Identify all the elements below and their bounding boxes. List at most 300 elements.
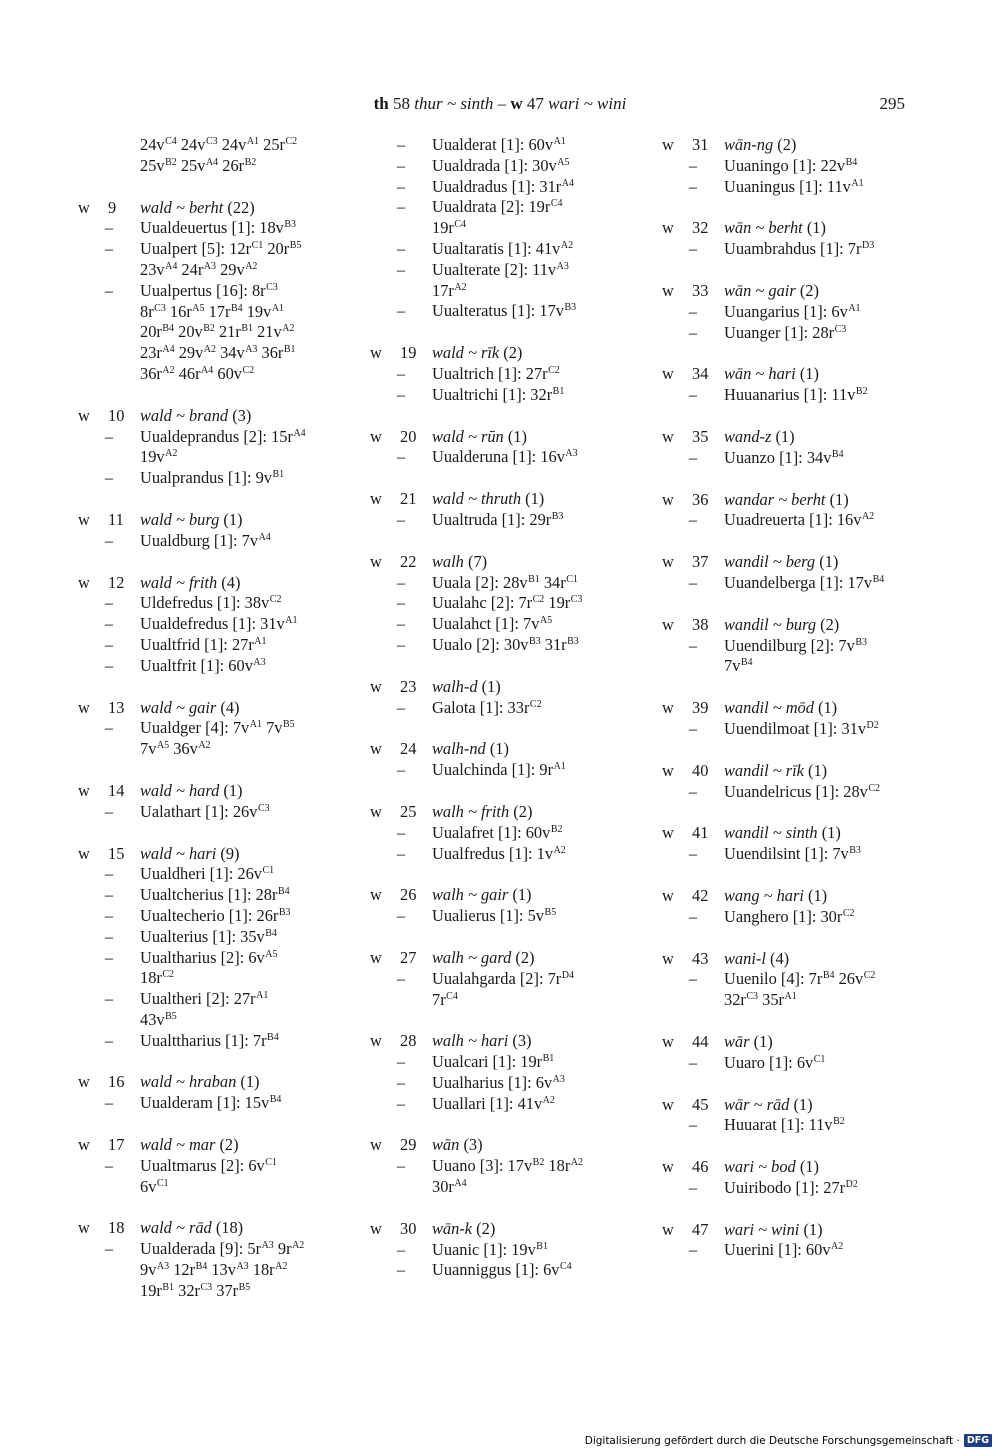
entry-headword: wari ~ bod <box>724 1157 796 1177</box>
entry-count: (2) <box>515 947 535 967</box>
entry-code: w <box>370 426 382 446</box>
entry-headword: wald ~ gair <box>140 697 217 717</box>
entry-heading <box>662 698 920 719</box>
attestation-text: Uualdburg [1]: $7v^{A4}$ <box>140 530 271 550</box>
entry-code: w <box>662 489 674 509</box>
dash-marker: – <box>688 844 698 864</box>
attestation-text: Uuanzo [1]: $34v^{B4}$ <box>724 447 844 467</box>
line-indent <box>662 990 724 1011</box>
attestation-line <box>662 656 920 677</box>
entry-number: 46 <box>692 1157 709 1177</box>
dash-marker: – <box>104 1093 114 1113</box>
entry-number: 44 <box>692 1031 709 1051</box>
attestation-line <box>370 260 628 281</box>
entry-code: w <box>78 780 90 800</box>
entry-code: w <box>662 1219 674 1239</box>
entry-headword: wār <box>724 1031 750 1051</box>
entry-heading <box>370 1219 628 1240</box>
attestation-line <box>370 177 628 198</box>
entry-headword-line <box>724 427 920 448</box>
entry-heading <box>370 885 628 906</box>
dash-marker: – <box>396 1093 406 1113</box>
entry-headword-line <box>140 698 340 719</box>
dash-marker: – <box>396 384 406 404</box>
entry-headword-line <box>724 615 920 636</box>
entry-block <box>662 1220 920 1262</box>
entry-block <box>662 364 920 406</box>
attestation-line <box>78 885 340 906</box>
attestation-line <box>78 322 340 343</box>
footer-text: Digitalisierung gefördert durch die Deutsche Forschungsgemeinschaft <box>584 1434 954 1447</box>
attestation-text: Uuallari [1]: $41v^{A2}$ <box>432 1093 555 1113</box>
attestation-text: $7r^{C4}$ <box>432 989 458 1009</box>
dash-marker: – <box>396 614 406 634</box>
attestation-line <box>370 1073 628 1094</box>
entry-headword: wald ~ berht <box>140 197 224 217</box>
attestation-line <box>370 969 628 990</box>
attestation-line <box>78 948 340 969</box>
entry-number: 17 <box>108 1135 125 1155</box>
attestation-text: $9v^{A3}$ $12r^{B4}$ $13v^{A3}$ $18r^{A2}$ <box>140 1260 288 1280</box>
attestation-line <box>370 1052 628 1073</box>
entry-headword-line <box>724 761 920 782</box>
dash-marker: – <box>688 969 698 989</box>
entry-heading <box>662 364 920 385</box>
attestation-line <box>78 1156 340 1177</box>
entry-block <box>370 343 628 405</box>
dash-marker: – <box>104 655 114 675</box>
attestation-line <box>370 239 628 260</box>
entry-count: (1) <box>481 676 501 696</box>
attestation-line <box>370 364 628 385</box>
entry-heading <box>662 886 920 907</box>
attestation-text: Uuambrahdus [1]: $7r^{D3}$ <box>724 239 875 259</box>
attestation-line <box>78 1010 340 1031</box>
line-indent <box>78 968 140 989</box>
entry-headword-line <box>432 948 628 969</box>
entry-headword: wang ~ hari <box>724 885 804 905</box>
dash-marker: – <box>396 155 406 175</box>
dash-marker: – <box>688 301 698 321</box>
attestation-line <box>78 1281 340 1302</box>
entry-code: w <box>370 885 382 905</box>
dash-marker: – <box>396 822 406 842</box>
entry-count: (1) <box>806 218 826 238</box>
entry-headword-line <box>140 510 340 531</box>
attestation-line <box>78 864 340 885</box>
column-3 <box>662 135 920 1282</box>
entry-block <box>662 135 920 197</box>
entry-code: w <box>370 1135 382 1155</box>
attestation-line <box>78 739 340 760</box>
entry-block <box>370 802 628 864</box>
attestation-line <box>78 906 340 927</box>
entry-code: w <box>370 489 382 509</box>
entry-number: 37 <box>692 552 709 572</box>
attestation-text: Uualdeprandus [2]: $15r^{A4}$ <box>140 426 306 446</box>
dash-marker: – <box>104 426 114 446</box>
attestation-line <box>662 969 920 990</box>
continued-block <box>370 135 628 322</box>
entry-block <box>370 489 628 531</box>
entry-headword-line <box>432 427 628 448</box>
dash-marker: – <box>396 968 406 988</box>
line-indent <box>78 135 140 156</box>
entry-number: 14 <box>108 780 125 800</box>
entry-headword-line <box>140 1072 340 1093</box>
entry-code: w <box>662 823 674 843</box>
entry-code: w <box>370 947 382 967</box>
attestation-line <box>78 802 340 823</box>
entry-heading <box>662 1157 920 1178</box>
entry-block <box>370 427 628 469</box>
entry-code: w <box>78 697 90 717</box>
dash-marker: – <box>104 634 114 654</box>
entry-number: 10 <box>108 405 125 425</box>
entry-count: (2) <box>503 343 523 363</box>
attestation-text: Uualdeuertus [1]: $18v^{B3}$ <box>140 218 297 238</box>
entry-heading <box>78 573 340 594</box>
attestation-text: Uualfredus [1]: $1v^{A2}$ <box>432 843 566 863</box>
dfg-logo: DFG <box>964 1434 992 1447</box>
dash-marker: – <box>396 238 406 258</box>
dash-marker: – <box>688 1177 698 1197</box>
dash-marker: – <box>688 635 698 655</box>
entry-headword: wald ~ hard <box>140 780 220 800</box>
column-1 <box>78 135 340 1323</box>
entry-block <box>370 677 628 719</box>
entry-number: 41 <box>692 823 709 843</box>
attestation-line <box>78 447 340 468</box>
line-indent <box>78 364 140 385</box>
line-indent <box>78 322 140 343</box>
entry-headword-line <box>432 489 628 510</box>
dash-marker: – <box>104 530 114 550</box>
line-indent <box>78 1177 140 1198</box>
attestation-text: Uualdrada [1]: $30v^{A5}$ <box>432 155 570 175</box>
dash-marker: – <box>396 906 406 926</box>
entry-code: w <box>662 218 674 238</box>
entry-number: 42 <box>692 885 709 905</box>
attestation-line <box>662 844 920 865</box>
entry-headword-line <box>140 406 340 427</box>
dash-marker: – <box>104 280 114 300</box>
attestation-line <box>78 218 340 239</box>
attestation-line <box>370 1177 628 1198</box>
entry-number: 32 <box>692 218 709 238</box>
attestation-line <box>662 1053 920 1074</box>
attestation-line <box>78 968 340 989</box>
dash-marker: – <box>104 468 114 488</box>
attestation-text: Uualharius [1]: $6v^{A3}$ <box>432 1072 565 1092</box>
attestation-line <box>370 218 628 239</box>
entry-code: w <box>78 843 90 863</box>
entry-headword-line <box>432 1219 628 1240</box>
attestation-text: Uuendilmoat [1]: $31v^{D2}$ <box>724 718 879 738</box>
attestation-text: Uuerini [1]: $60v^{A2}$ <box>724 1240 844 1260</box>
entry-heading <box>662 281 920 302</box>
dash-marker: – <box>104 1030 114 1050</box>
entry-number: 20 <box>400 426 417 446</box>
entry-code: w <box>370 739 382 759</box>
attestation-text: Uualahc [2]: $7r^{C2}$ $19r^{C3}$ <box>432 593 583 613</box>
entry-headword: wān-ng <box>724 135 774 154</box>
entry-headword-line <box>140 844 340 865</box>
entry-number: 47 <box>692 1219 709 1239</box>
attestation-line <box>662 177 920 198</box>
entry-block <box>662 1032 920 1074</box>
entry-count: (1) <box>818 698 838 718</box>
entry-number: 11 <box>108 509 124 529</box>
attestation-line <box>662 239 920 260</box>
entry-number: 35 <box>692 426 709 446</box>
dash-marker: – <box>688 155 698 175</box>
entry-number: 36 <box>692 489 709 509</box>
continued-block <box>78 135 340 177</box>
entry-number: 33 <box>692 280 709 300</box>
entry-heading <box>370 948 628 969</box>
entry-heading <box>370 802 628 823</box>
entry-code: w <box>662 552 674 572</box>
dash-marker: – <box>104 947 114 967</box>
entry-number: 29 <box>400 1135 417 1155</box>
entry-count: (1) <box>793 1094 813 1114</box>
entry-block <box>370 739 628 781</box>
entry-block <box>370 948 628 1010</box>
dash-marker: – <box>396 634 406 654</box>
attestation-line <box>78 531 340 552</box>
entry-count: (1) <box>512 885 532 905</box>
entry-headword-line <box>724 698 920 719</box>
attestation-text: $19r^{C4}$ <box>432 218 467 238</box>
entry-number: 13 <box>108 697 125 717</box>
dash-marker: – <box>104 593 114 613</box>
attestation-text: Uualchinda [1]: $9r^{A1}$ <box>432 760 566 780</box>
entry-number: 40 <box>692 760 709 780</box>
dash-marker: – <box>688 385 698 405</box>
entry-headword-line <box>724 364 920 385</box>
entry-headword-line <box>724 1095 920 1116</box>
attestation-line <box>370 593 628 614</box>
entry-block <box>370 885 628 927</box>
entry-heading <box>662 1220 920 1241</box>
attestation-text: Uualtfrit [1]: $60v^{A3}$ <box>140 655 266 675</box>
dash-marker: – <box>396 197 406 217</box>
entry-headword-line <box>140 1218 340 1239</box>
entry-count: (18) <box>215 1218 244 1238</box>
attestation-text: $8r^{C3}$ $16r^{A5}$ $17r^{B4}$ $19v^{A1}$ <box>140 301 285 321</box>
entry-headword: wald ~ rād <box>140 1218 212 1238</box>
entry-number: 24 <box>400 739 417 759</box>
entry-heading <box>370 427 628 448</box>
footer <box>585 1434 992 1447</box>
dash-marker: – <box>688 781 698 801</box>
line-indent <box>370 1177 432 1198</box>
entry-number: 28 <box>400 1031 417 1051</box>
attestation-line <box>78 593 340 614</box>
entry-number: 25 <box>400 801 417 821</box>
attestation-line <box>78 260 340 281</box>
entry-count: (1) <box>525 489 545 509</box>
entry-count: (1) <box>799 1157 819 1177</box>
entry-block <box>662 552 920 594</box>
entry-block <box>662 218 920 260</box>
entry-headword: wald ~ hari <box>140 843 217 863</box>
line-indent <box>78 739 140 760</box>
entry-headword-line <box>724 886 920 907</box>
attestation-text: Uuaningo [1]: $22v^{B4}$ <box>724 155 858 175</box>
attestation-text: Uuiribodo [1]: $27r^{D2}$ <box>724 1177 858 1197</box>
attestation-line <box>662 782 920 803</box>
attestation-text: Uuandelricus [1]: $28v^{C2}$ <box>724 781 881 801</box>
entry-headword: walh <box>432 551 464 571</box>
entry-code: w <box>662 760 674 780</box>
attestation-line <box>370 635 628 656</box>
attestation-text: Uualderam [1]: $15v^{B4}$ <box>140 1093 282 1113</box>
entry-headword: walh ~ gair <box>432 885 509 905</box>
attestation-text: Uuaro [1]: $6v^{C1}$ <box>724 1052 826 1072</box>
attestation-line <box>78 656 340 677</box>
entry-count: (1) <box>507 426 527 446</box>
entry-heading <box>370 552 628 573</box>
entry-headword: wān <box>432 1135 460 1155</box>
entry-number: 21 <box>400 489 417 509</box>
entry-headword-line <box>724 1157 920 1178</box>
entry-code: w <box>662 364 674 384</box>
entry-count: (7) <box>468 551 488 571</box>
entry-block <box>662 698 920 740</box>
entry-headword-line <box>432 1031 628 1052</box>
entry-headword: wald ~ thruth <box>432 489 522 509</box>
attestation-text: Uualtharius [2]: $6v^{A5}$ <box>140 947 278 967</box>
attestation-text: Uualcari [1]: $19r^{B1}$ <box>432 1052 555 1072</box>
entry-block <box>662 886 920 928</box>
entry-heading <box>370 739 628 760</box>
dash-marker: – <box>396 697 406 717</box>
entry-code: w <box>662 280 674 300</box>
entry-headword: wār ~ rād <box>724 1094 790 1114</box>
attestation-line <box>370 906 628 927</box>
attestation-line <box>662 510 920 531</box>
attestation-text: Uualderada [9]: $5r^{A3}$ $9r^{A2}$ <box>140 1239 305 1259</box>
attestation-line <box>370 614 628 635</box>
entry-headword-line <box>432 739 628 760</box>
attestation-line <box>370 281 628 302</box>
entry-headword: wald ~ frith <box>140 572 218 592</box>
running-head-title: th 58 thur ~ sinth – w 47 wari ~ wini <box>373 94 627 113</box>
attestation-line <box>662 302 920 323</box>
entry-headword: walh ~ hari <box>432 1031 509 1051</box>
entry-count: (3) <box>463 1135 483 1155</box>
dash-marker: – <box>688 1115 698 1135</box>
entry-code: w <box>78 405 90 425</box>
entry-count: (9) <box>220 843 240 863</box>
entry-heading <box>78 406 340 427</box>
entry-number: 43 <box>692 948 709 968</box>
attestation-text: Uualtheri [2]: $27r^{A1}$ <box>140 989 269 1009</box>
attestation-line <box>662 448 920 469</box>
entry-code: w <box>662 426 674 446</box>
entry-headword: wari ~ wini <box>724 1219 800 1239</box>
entry-block <box>78 198 340 385</box>
dash-marker: – <box>396 135 406 154</box>
dash-marker: – <box>396 301 406 321</box>
entry-headword: wand-z <box>724 426 772 446</box>
attestation-line <box>662 719 920 740</box>
entry-headword-line <box>724 490 920 511</box>
dash-marker: – <box>688 718 698 738</box>
attestation-text: Uuendilsint [1]: $7v^{B3}$ <box>724 844 861 864</box>
attestation-line <box>662 1115 920 1136</box>
entry-headword: wandil ~ mōd <box>724 698 814 718</box>
entry-count: (1) <box>829 489 849 509</box>
entry-heading <box>370 677 628 698</box>
entry-count: (3) <box>232 405 252 425</box>
entry-number: 30 <box>400 1218 417 1238</box>
entry-heading <box>370 1135 628 1156</box>
entry-code: w <box>78 1072 90 1092</box>
entry-heading <box>78 781 340 802</box>
entry-number: 34 <box>692 364 709 384</box>
entry-heading <box>78 1072 340 1093</box>
entry-code: w <box>662 1031 674 1051</box>
entry-code: w <box>78 572 90 592</box>
attestation-line <box>662 573 920 594</box>
line-indent <box>78 343 140 364</box>
entry-block <box>370 1031 628 1114</box>
attestation-line <box>370 447 628 468</box>
entry-code: w <box>78 1135 90 1155</box>
column-2 <box>370 135 628 1302</box>
entry-count: (1) <box>799 364 819 384</box>
entry-headword: wān ~ berht <box>724 218 803 238</box>
attestation-line <box>370 510 628 531</box>
dash-marker: – <box>104 239 114 259</box>
attestation-line <box>78 156 340 177</box>
entry-block <box>662 427 920 469</box>
dash-marker: – <box>104 926 114 946</box>
footer-separator: · <box>953 1434 960 1447</box>
entry-block <box>662 615 920 677</box>
dash-marker: – <box>104 989 114 1009</box>
entry-heading <box>662 135 920 156</box>
attestation-line <box>662 323 920 344</box>
attestation-text: $7v^{B4}$ <box>724 656 753 676</box>
entry-heading <box>662 552 920 573</box>
dash-marker: – <box>104 718 114 738</box>
attestation-line <box>370 990 628 1011</box>
attestation-line <box>370 823 628 844</box>
entry-code: w <box>662 614 674 634</box>
entry-number: 45 <box>692 1094 709 1114</box>
attestation-text: Uualterius [1]: $35v^{B4}$ <box>140 926 277 946</box>
entry-count: (1) <box>808 760 828 780</box>
attestation-line <box>78 468 340 489</box>
dash-marker: – <box>396 176 406 196</box>
attestation-text: Uualahgarda [2]: $7r^{D4}$ <box>432 968 574 988</box>
entry-block <box>370 1219 628 1281</box>
entry-count: (1) <box>775 426 795 446</box>
dash-marker: – <box>396 1239 406 1259</box>
entry-count: (3) <box>512 1031 532 1051</box>
attestation-text: Uualtfrid [1]: $27r^{A1}$ <box>140 634 267 654</box>
entry-code: w <box>370 1218 382 1238</box>
entry-headword: wandil ~ berg <box>724 552 816 572</box>
entry-headword-line <box>432 885 628 906</box>
entry-headword: wald ~ brand <box>140 405 229 425</box>
attestation-line <box>370 1156 628 1177</box>
attestation-line <box>78 343 340 364</box>
